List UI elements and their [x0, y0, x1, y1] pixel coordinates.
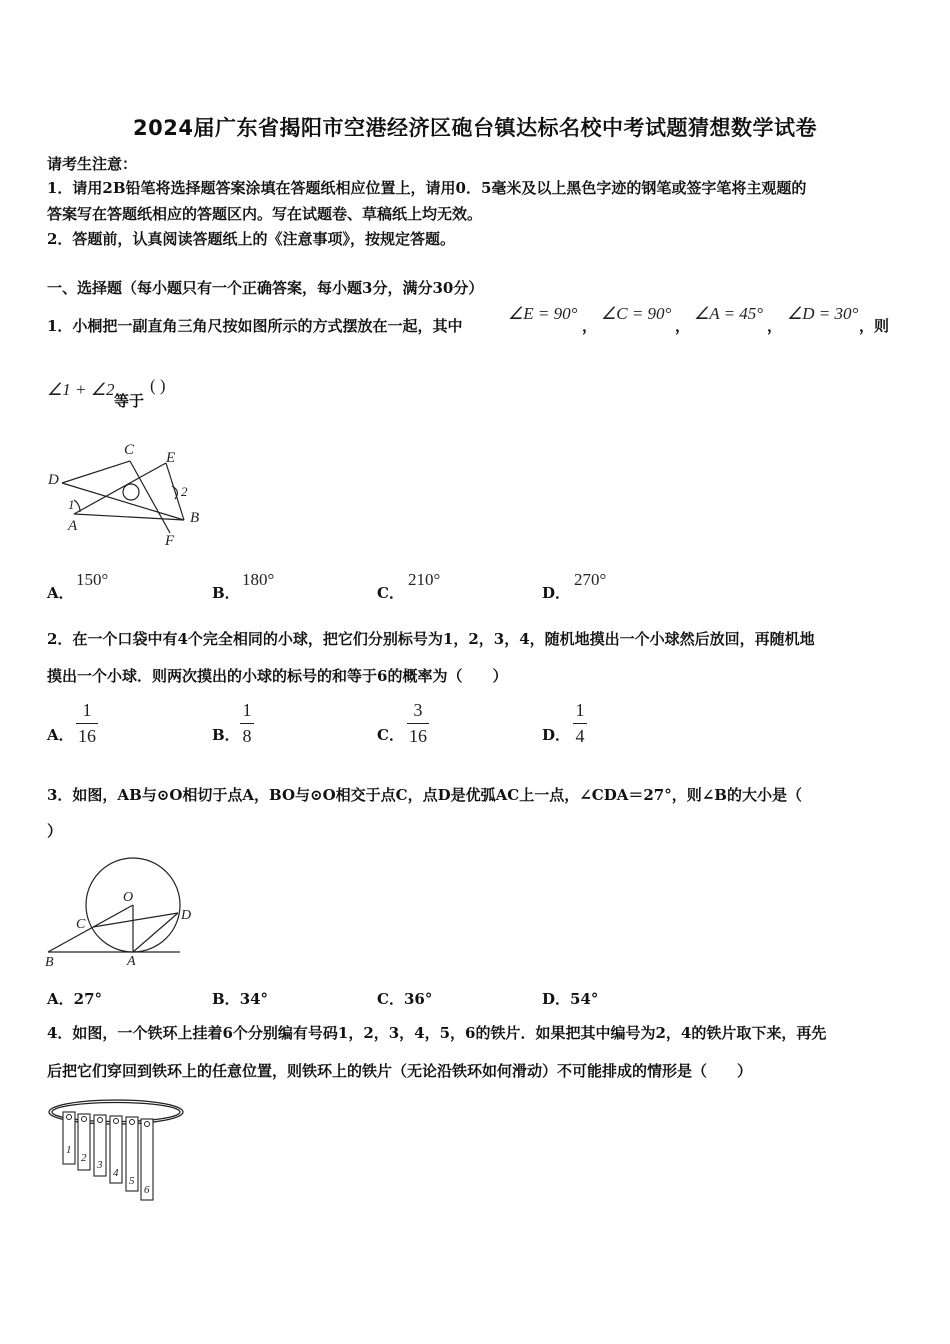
q1-option-b-label[interactable]: B． [212, 584, 240, 602]
q2-option-c-denominator: 16 [409, 726, 427, 746]
q3-label-o: O [123, 890, 134, 905]
q1-label-d: D [48, 472, 59, 488]
q1-angle-1-arc [74, 500, 80, 512]
q4-plate-label-3: 3 [97, 1159, 103, 1171]
q1-option-c-value[interactable]: 210° [408, 570, 441, 589]
q3-option-b[interactable] [212, 988, 268, 1009]
q1-condition-a: ∠A = 45° [694, 304, 764, 323]
q3-option-a-label: A． [47, 990, 74, 1008]
q1-option-d-label[interactable]: D． [542, 584, 571, 602]
q4-line-2: 后把它们穿回到铁环上的任意位置，则铁环上的铁片（无论沿铁环如何滑动）不可能排成的情形是（ ） [47, 1062, 753, 1080]
q3-label-a: A [127, 954, 136, 969]
q4-plate-label-4: 4 [113, 1167, 119, 1179]
q1-text: 1．小桐把一副直角三角尺按如图所示的方式摆放在一起，其中 [47, 317, 463, 335]
q4-line-1: 4．如图，一个铁环上挂着6个分别编有号码1，2，3，4，5，6的铁片．如果把其中编号为2，4的铁片取下来，再先 [47, 1024, 827, 1042]
q1-option-c-label[interactable]: C． [377, 584, 404, 602]
q2-option-b-numerator: 1 [242, 700, 252, 720]
q3-option-c-value: 36° [403, 990, 433, 1008]
q2-option-b-fraction[interactable] [240, 700, 254, 747]
q1-label-2: 2 [181, 484, 188, 499]
q1-answer-paren: ( ) [150, 376, 166, 395]
q3-option-c-label: C． [377, 990, 404, 1008]
q3-option-d-value: 54° [570, 990, 599, 1008]
q1-sep-2: ， [675, 317, 691, 335]
q1-sep-1: ， [582, 317, 598, 335]
q2-option-d-fraction[interactable] [573, 700, 587, 747]
q1-center-circle [123, 484, 139, 500]
q1-label-f: F [165, 533, 175, 549]
q2-option-d-label[interactable]: D． [542, 726, 571, 744]
q1-line-dc [62, 461, 130, 483]
q2-option-a-label[interactable]: A． [47, 726, 74, 744]
q1-label-a: A [68, 518, 78, 534]
page-title: 2024届广东省揭阳市空港经济区砲台镇达标名校中考试题猜想数学试卷 [133, 116, 817, 140]
q2-option-a-fraction[interactable] [76, 700, 98, 747]
q3-option-d[interactable] [542, 988, 598, 1009]
q3-label-b: B [45, 955, 54, 970]
section-heading: 一、选择题（每小题只有一个正确答案，每小题3分，满分30分） [47, 279, 484, 297]
q2-option-d-denominator: 4 [575, 726, 585, 746]
q3-label-d: D [181, 908, 192, 923]
q1-label-b: B [190, 510, 200, 526]
q4-plate-label-1: 1 [66, 1144, 72, 1156]
q2-option-c-numerator: 3 [413, 700, 423, 720]
q2-line-2: 摸出一个小球．则两次摸出的小球的标号的和等于6的概率为（ ） [47, 667, 508, 685]
q1-line-ae [74, 463, 166, 514]
q2-option-d-numerator: 1 [575, 700, 585, 720]
q4-plate-label-6: 6 [144, 1184, 150, 1196]
q1-end: ，则 [859, 317, 890, 335]
q2-option-b-denominator: 8 [242, 726, 252, 746]
q1-triangle-figure [44, 438, 214, 550]
q2-line-1: 2．在一个口袋中有4个完全相同的小球，把它们分别标号为1，2，3，4，随机地摸出一个小球然后放回，再随机地 [47, 630, 815, 648]
q3-line-bo [48, 905, 133, 952]
q2-option-c-fraction[interactable] [407, 700, 429, 747]
q1-equals: 等于 [114, 392, 145, 410]
q3-option-b-label: B． [212, 990, 240, 1008]
q1-option-b-value[interactable]: 180° [242, 570, 275, 589]
q4-ring-figure [44, 1095, 194, 1205]
q1-condition-e: ∠E = 90° [508, 304, 578, 323]
notice-heading: 请考生注意： [47, 155, 138, 173]
q3-option-b-value: 34° [239, 990, 269, 1008]
q1-option-d-value[interactable]: 270° [574, 570, 607, 589]
q2-option-a-denominator: 16 [78, 726, 96, 746]
q3-label-c: C [76, 917, 86, 932]
q1-expression: ∠1 + ∠2 [47, 380, 115, 399]
q1-condition-c: ∠C = 90° [601, 304, 672, 323]
q1-condition-d: ∠D = 30° [787, 304, 859, 323]
q2-option-b-label[interactable]: B． [212, 726, 240, 744]
q3-option-a-value: 27° [73, 990, 103, 1008]
q3-option-a[interactable] [47, 988, 102, 1009]
notice-line-1b: 答案写在答题纸相应的答题区内。写在试题卷、草稿纸上均无效。 [47, 205, 483, 223]
q3-option-c[interactable] [377, 988, 432, 1009]
q4-plate-label-2: 2 [81, 1152, 87, 1164]
q3-line-1: 3．如图，AB与⊙O相切于点A，BO与⊙O相交于点C，点D是优弧AC上一点，∠CDA＝27°，则∠B的大小是（ [47, 786, 802, 804]
q1-sep-3: ， [767, 317, 783, 335]
q1-label-c: C [124, 442, 135, 458]
q1-label-1: 1 [68, 497, 75, 512]
q4-plate-label-5: 5 [129, 1175, 135, 1187]
q3-line-2: ） [47, 822, 63, 840]
q1-option-a-label[interactable]: A． [47, 584, 74, 602]
q2-option-a-numerator: 1 [82, 700, 92, 720]
q1-label-e: E [166, 450, 176, 466]
q3-option-d-label: D． [542, 990, 571, 1008]
q1-option-a-value[interactable]: 150° [76, 570, 109, 589]
q3-circle-figure [40, 855, 200, 971]
notice-line-2: 2．答题前，认真阅读答题纸上的《注意事项》，按规定答题。 [47, 230, 455, 248]
q2-option-c-label[interactable]: C． [377, 726, 404, 744]
notice-line-1a: 1．请用2B铅笔将选择题答案涂填在答题纸相应位置上，请用0．5毫米及以上黑色字迹的钢笔或签字笔将主观题的 [47, 179, 807, 197]
